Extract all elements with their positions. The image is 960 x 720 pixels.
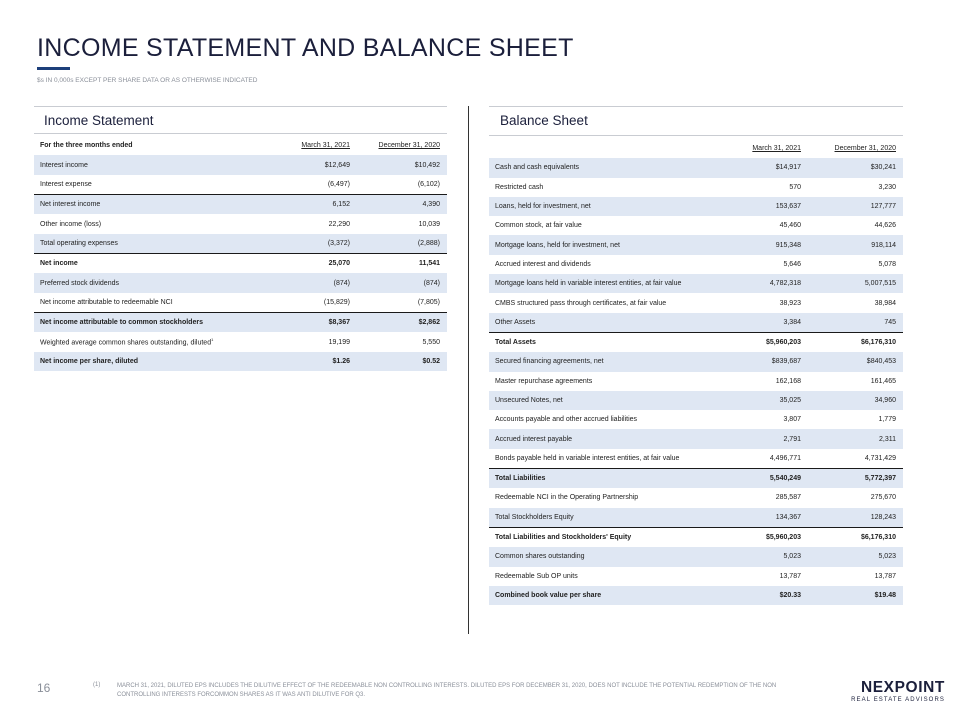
table-row [489,274,903,293]
row-value: $14,917 [713,158,808,177]
row-value: 275,670 [870,494,896,502]
row-value: $6,176,310 [808,527,903,547]
row-label: Redeemable Sub OP units [495,572,578,580]
row-value: 1,779 [878,416,896,424]
row-label: Accounts payable and other accrued liabilities [495,416,638,424]
row-value: 45,460 [779,222,801,230]
row-label: CMBS structured pass through certificates, at fair value [495,299,667,307]
balance-sheet-top-rule [489,106,903,107]
row-value: $5,960,203 [713,332,808,352]
table-row [489,235,903,254]
row-value: 13,787 [874,572,896,580]
table-row [489,216,903,235]
row-label: Total operating expenses [34,234,267,254]
row-value: 162,168 [775,377,801,385]
footnote-text: MARCH 31, 2021, DILUTED EPS INCLUDES THE DILUTIVE EFFECT OF THE REDEEMABLE NON CONTROLLING INTERESTS. DILUTED EPS FOR DECEMBER 31, 2020, DOES NOT INCLUDE THE POTENTIAL REDEMPTION OF THE NON CONTROLLING INTERESTS FORCOMMON SHARES AS IT WAS ANTI DILUTIVE FOR Q3. [117,683,777,698]
table-row [489,429,903,448]
row-value: $30,241 [808,158,903,177]
row-label: Master repurchase agreements [495,377,593,385]
row-value: (7,805) [417,298,440,306]
row-label: Total Assets [489,332,713,352]
row-value: 3,230 [878,183,896,191]
row-label: Net interest income [34,195,267,215]
row-label: Net income attributable to common stockholders [34,313,267,333]
row-value: $19.48 [808,586,903,605]
table-row [34,214,447,233]
logo-tagline: REAL ESTATE ADVISORS [851,697,945,703]
column-header: March 31, 2021 [752,145,801,153]
table-row [489,197,903,216]
row-label: Other Assets [489,313,713,333]
row-value: $840,453 [808,352,903,371]
row-value: 161,465 [870,377,896,385]
row-value: $5,960,203 [713,527,808,547]
row-value: $10,492 [357,155,447,174]
row-label: Mortgage loans held in variable interest entities, at fair value [489,274,713,293]
row-value: 745 [808,313,903,333]
row-value: 25,070 [267,254,357,274]
row-value: 285,587 [775,494,801,502]
row-label: Total Liabilities and Stockholders' Equity [489,527,713,547]
row-label: Accrued interest and dividends [495,260,591,268]
table-row [489,352,903,371]
table-row [489,586,903,605]
title-accent-bar [37,67,70,70]
row-value: (3,372) [267,234,357,254]
table-row [489,372,903,391]
page-subtitle: $s IN 0,000s EXCEPT PER SHARE DATA OR AS OTHERWISE INDICATED [37,77,258,84]
row-label: Other income (loss) [40,220,102,228]
row-value: 4,390 [357,195,447,215]
row-value: 128,243 [808,508,903,528]
row-label: Net income per share, diluted [34,352,267,371]
table-row [489,332,903,352]
table-row [489,567,903,586]
row-value: (15,829) [323,298,350,306]
row-label: Weighted average common shares outstanding, diluted [40,339,212,347]
column-header: December 31, 2020 [378,142,440,150]
table-header-row [489,139,903,158]
balance-sheet-table [489,139,903,605]
panel-divider [468,106,469,634]
row-value: 5,023 [713,547,808,566]
row-value: 5,007,515 [808,274,903,293]
table-row [34,273,447,292]
row-value: (874) [267,273,357,292]
table-row [489,410,903,429]
row-value: 22,290 [328,220,350,228]
table-row [34,155,447,174]
row-value: 2,791 [713,429,808,448]
row-value: 2,311 [808,429,903,448]
row-label: Total Stockholders Equity [489,508,713,528]
row-label: Redeemable NCI in the Operating Partnership [495,494,639,502]
row-value: 34,960 [808,391,903,410]
row-label: Bonds payable held in variable interest entities, at fair value [495,454,680,462]
column-header: March 31, 2021 [301,142,350,150]
page-number: 16 [37,681,51,695]
table-row [489,508,903,528]
row-value: 35,025 [713,391,808,410]
row-value: (874) [357,273,447,292]
row-value: 10,039 [418,220,440,228]
row-value: 4,496,771 [769,454,801,462]
row-value: 19,199 [328,338,350,346]
row-value: 13,787 [779,572,801,580]
table-row [489,255,903,274]
row-label: Mortgage loans, held for investment, net [489,235,713,254]
table-row [34,234,447,254]
row-value: (6,102) [417,180,440,188]
row-label: Accrued interest payable [489,429,713,448]
row-value: 915,348 [713,235,808,254]
row-value: 134,367 [713,508,808,528]
table-header-row [34,136,447,155]
table-row [489,527,903,547]
row-value: 6,152 [267,195,357,215]
row-label: Cash and cash equivalents [489,158,713,177]
company-logo [850,680,945,705]
table-row [489,469,903,489]
row-value: 5,550 [422,338,440,346]
row-value: $8,367 [267,313,357,333]
row-value: $12,649 [267,155,357,174]
table-row [34,254,447,274]
footnote-marker: (1) [93,682,101,688]
row-label: Net income attributable to redeemable NCI [40,298,173,306]
row-value: 5,023 [808,547,903,566]
table-row [34,195,447,215]
row-value: 3,384 [713,313,808,333]
page-title: INCOME STATEMENT AND BALANCE SHEET [37,34,574,62]
table-row [489,391,903,410]
row-label: Interest income [34,155,267,174]
logo-wordmark: NEXPOINT [860,679,945,696]
row-value: 4,782,318 [713,274,808,293]
header-label: For the three months ended [40,142,133,150]
row-value: 44,626 [874,222,896,230]
table-row [489,158,903,177]
table-row [489,313,903,333]
row-value: $1.26 [267,352,357,371]
row-value: 3,807 [783,416,801,424]
row-label: Restricted cash [495,183,544,191]
table-row [34,313,447,333]
income-statement-title: Income Statement [44,113,154,128]
table-row [34,293,447,313]
row-value: (6,497) [327,180,350,188]
row-label: Interest expense [40,180,92,188]
table-row [489,449,903,469]
row-value: $2,862 [357,313,447,333]
row-label: Preferred stock dividends [34,273,267,292]
row-value: $839,687 [713,352,808,371]
row-value: $20.33 [713,586,808,605]
row-value: $0.52 [357,352,447,371]
income-statement-top-rule [34,106,447,107]
row-value: 918,114 [808,235,903,254]
balance-sheet-title-rule [489,135,903,136]
income-statement-title-rule [34,133,447,134]
row-label: Common stock, at fair value [495,222,582,230]
table-row [34,175,447,195]
row-value: 5,078 [878,260,896,268]
row-value: 127,777 [808,197,903,216]
row-label: Combined book value per share [489,586,713,605]
balance-sheet-title: Balance Sheet [500,113,588,128]
table-row [489,293,903,312]
table-row [489,488,903,507]
row-value: 4,731,429 [864,454,896,462]
income-statement-table [34,136,447,371]
row-value: 570 [789,183,801,191]
row-label: Common shares outstanding [489,547,713,566]
row-value: 5,540,249 [713,469,808,489]
row-value: (2,888) [357,234,447,254]
table-row [489,547,903,566]
row-value: 38,923 [779,299,801,307]
row-label: Loans, held for investment, net [489,197,713,216]
row-label: Unsecured Notes, net [489,391,713,410]
row-value: 11,541 [357,254,447,274]
table-row [489,178,903,197]
row-label: Secured financing agreements, net [489,352,713,371]
row-value: 5,646 [783,260,801,268]
row-value: 153,637 [713,197,808,216]
row-value: $6,176,310 [808,332,903,352]
table-row [34,332,447,351]
row-label: Net income [34,254,267,274]
table-row [34,352,447,371]
row-label: Total Liabilities [489,469,713,489]
footnote-reference: 1 [211,337,214,343]
row-value: 38,984 [874,299,896,307]
column-header: December 31, 2020 [834,145,896,153]
row-value: 5,772,397 [808,469,903,489]
